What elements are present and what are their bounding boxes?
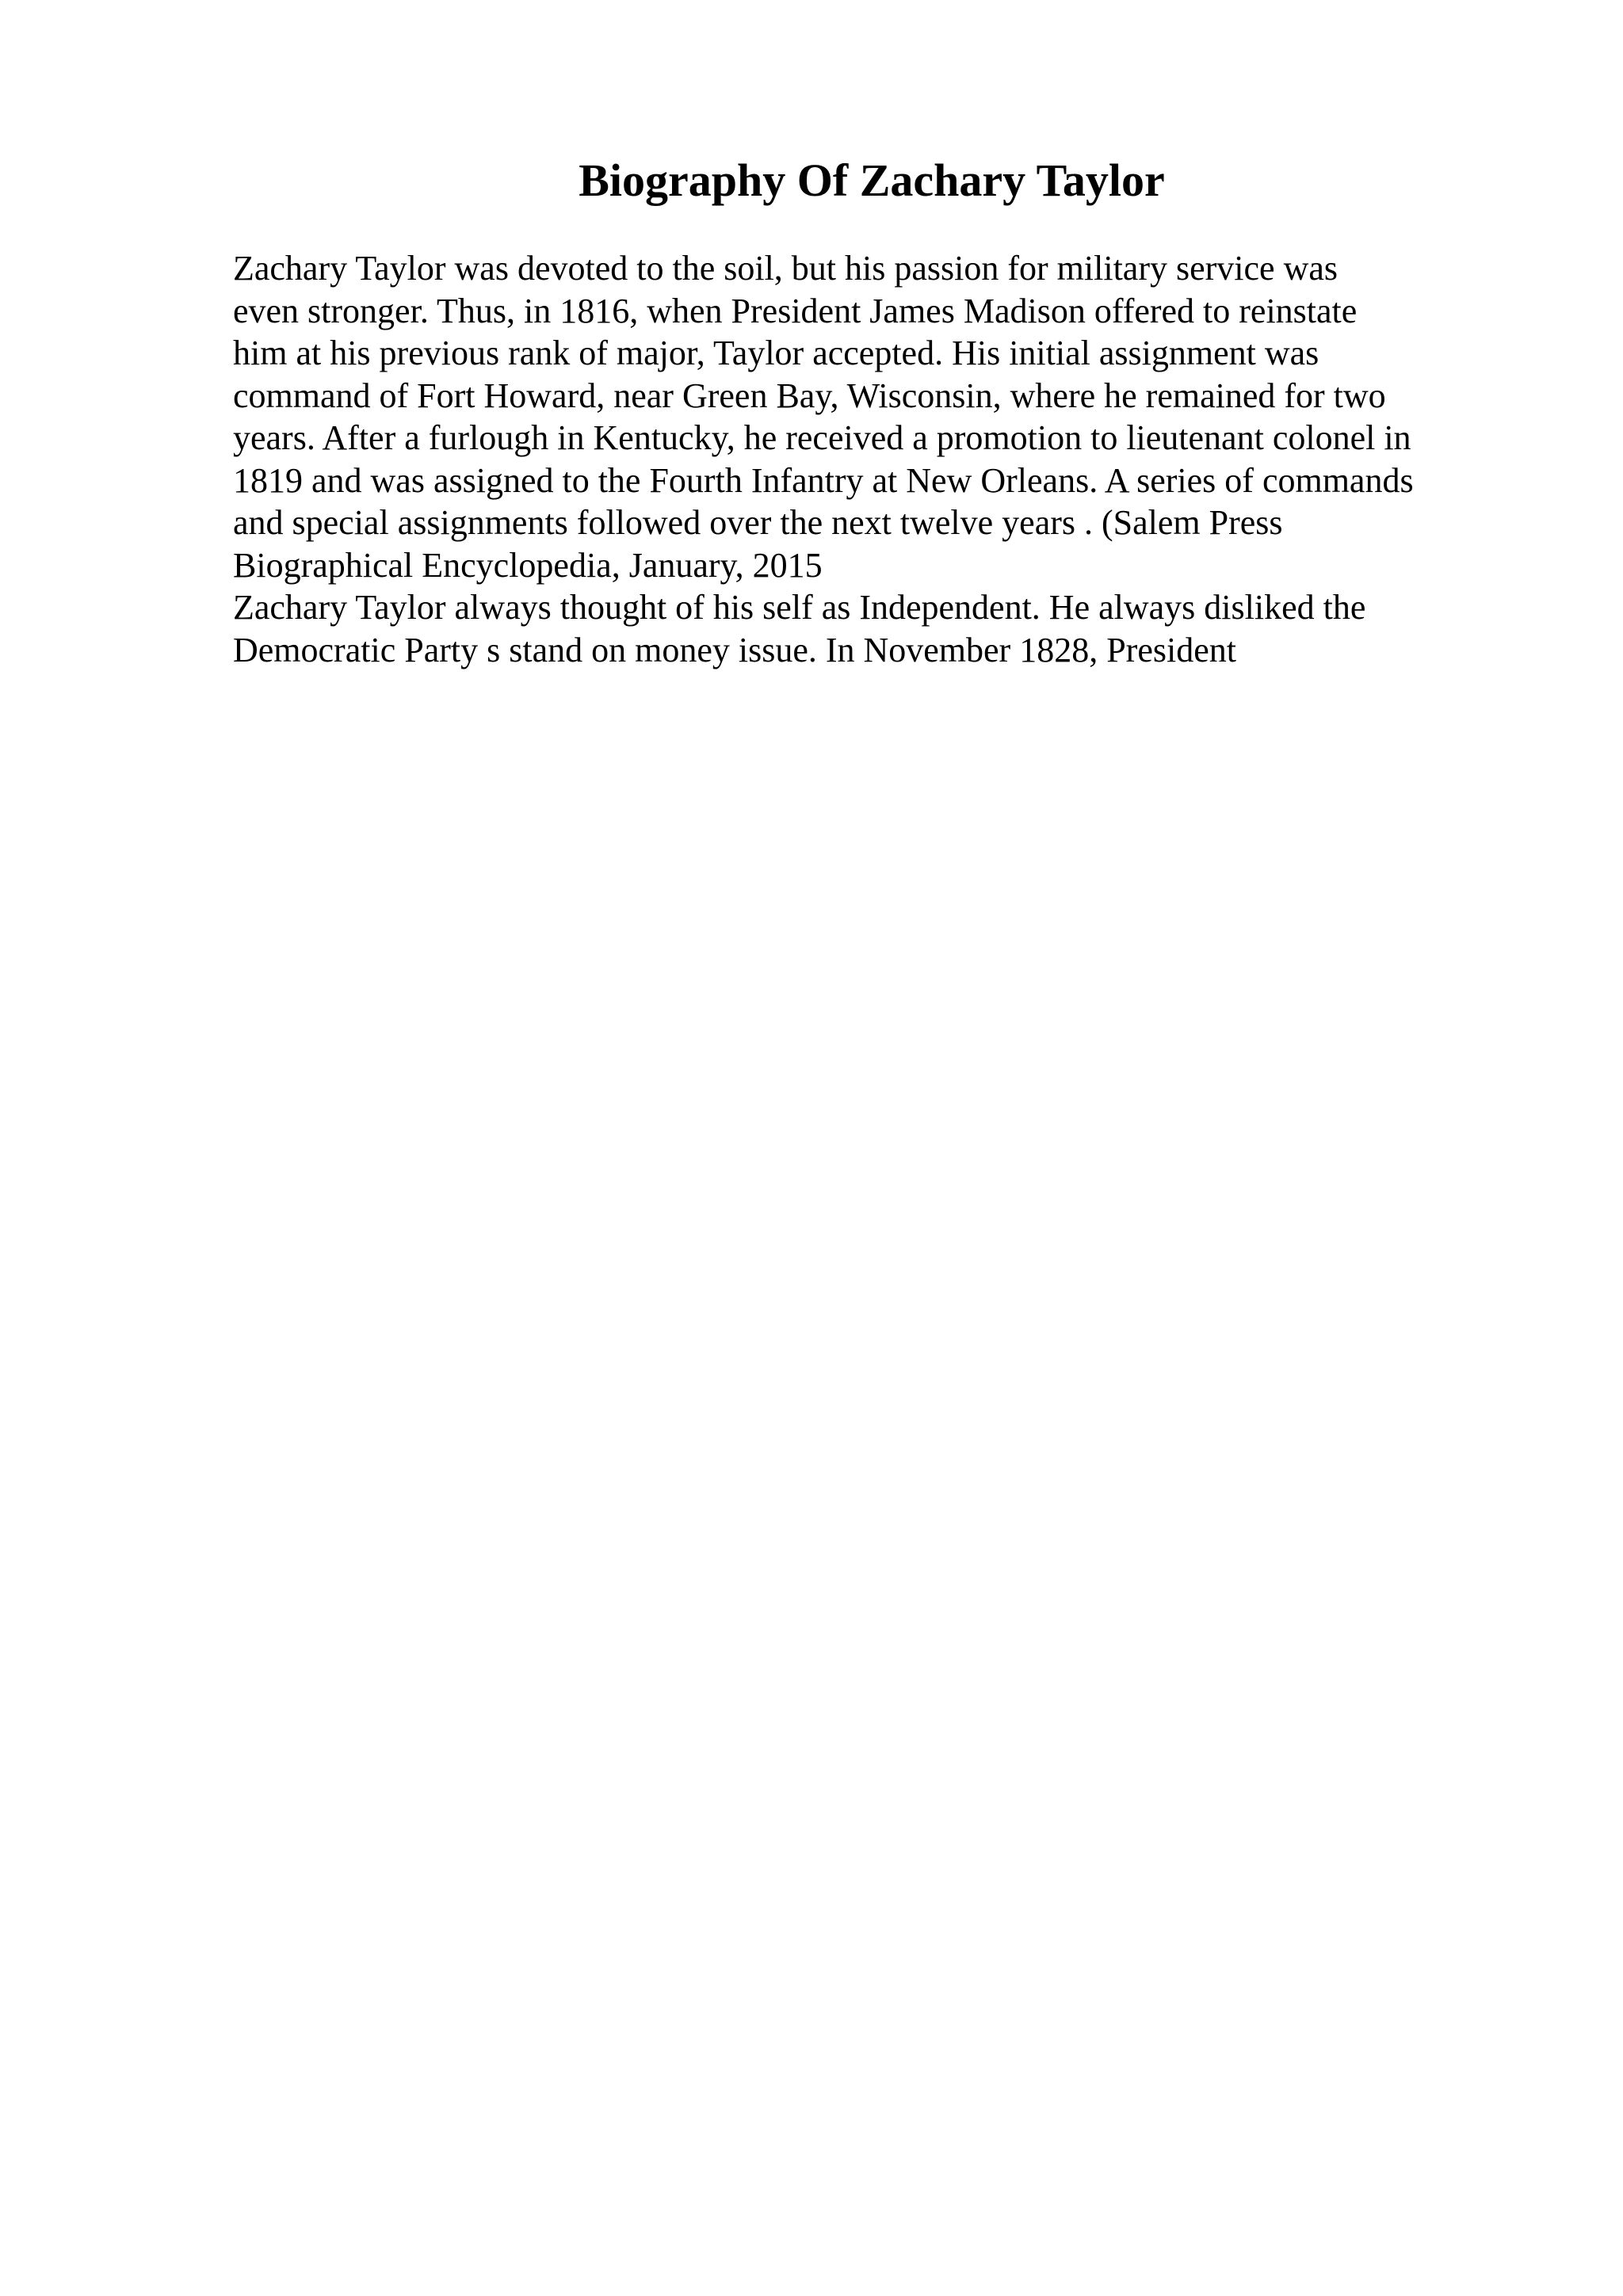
body-line: Biographical Encyclopedia, January, 2015: [233, 545, 823, 585]
body-line: and special assignments followed over the next twelve years . (Salem Press: [233, 503, 1283, 542]
document-body: [233, 247, 1596, 671]
body-line: Zachary Taylor always thought of his self as Independent. He always disliked the: [233, 588, 1366, 627]
body-line: him at his previous rank of major, Taylor accepted. His initial assignment was: [233, 334, 1319, 372]
body-line: Democratic Party s stand on money issue. In November 1828, President: [233, 630, 1236, 669]
body-line: Zachary Taylor was devoted to the soil, but his passion for military service was: [233, 249, 1338, 288]
body-line: 1819 and was assigned to the Fourth Infantry at New Orleans. A series of commands: [233, 460, 1414, 500]
body-line: even stronger. Thus, in 1816, when President James Madison offered to reinstate: [233, 291, 1358, 330]
document-title: Biography Of Zachary Taylor: [579, 154, 1165, 206]
body-line: command of Fort Howard, near Green Bay, Wisconsin, where he remained for two: [233, 376, 1386, 415]
body-line: years. After a furlough in Kentucky, he received a promotion to lieutenant colonel in: [233, 418, 1411, 457]
